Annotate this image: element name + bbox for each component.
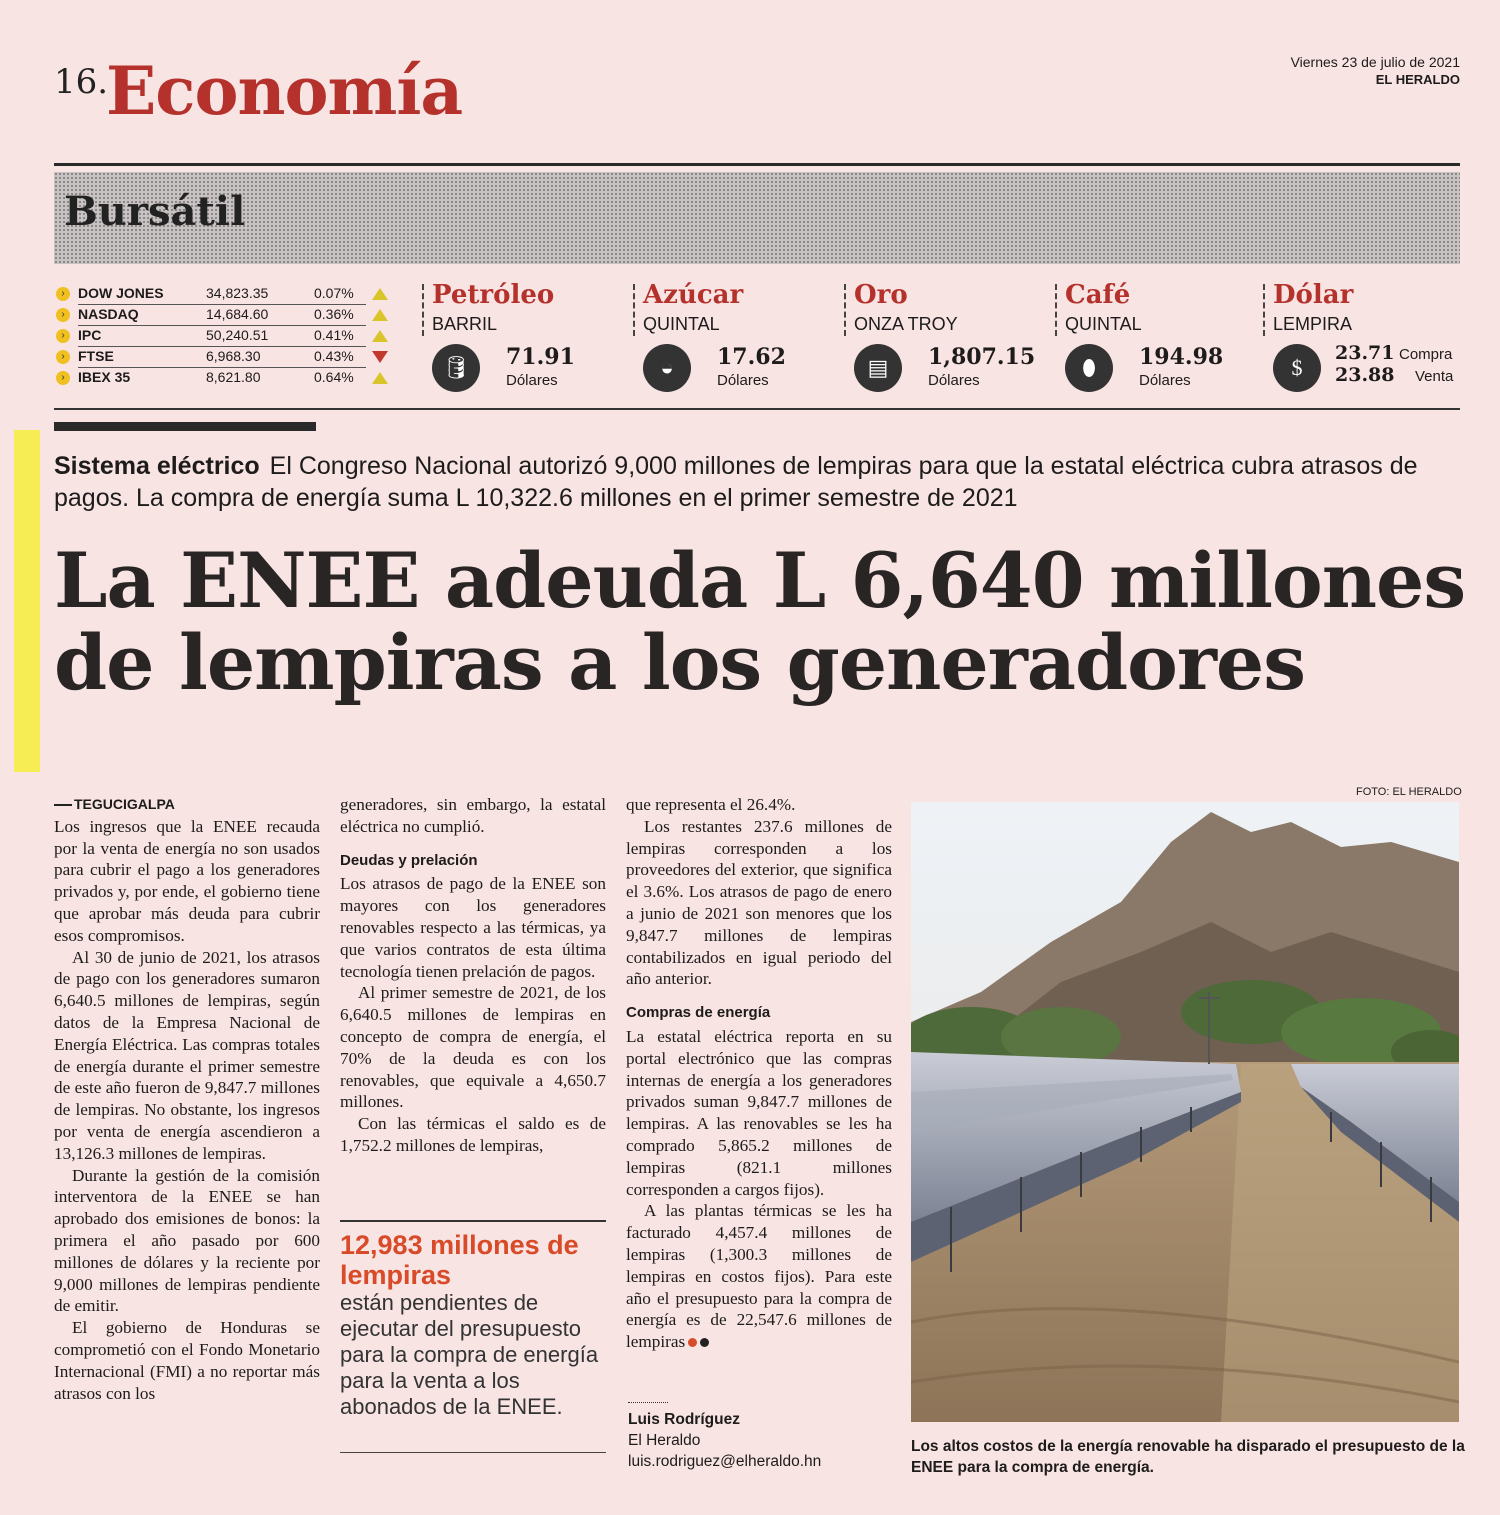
article-column-1: [54, 794, 320, 1404]
commodity-currency: Dólares: [928, 372, 980, 389]
gold-bars-icon: ▤: [854, 344, 902, 392]
index-name: FTSE: [78, 348, 114, 364]
index-value: 50,240.51: [206, 327, 269, 343]
index-value: 14,684.60: [206, 306, 269, 322]
paragraph: La estatal eléctrica reporta en su portal electrónico que las compras internas de energía a los generadores privados suman 9,847.7 millones de lempiras. A las renovables se les ha comprado 5,865.2 millones de lempiras (821.1 millones corresponden a cargos fijos).: [626, 1026, 892, 1199]
kicker-text: El Congreso Nacional autorizó 9,000 millones de lempiras para que la estatal eléctrica cubra atrasos de pagos. La compra de energía suma L 10,322.6 millones en el primer semestre de 2021: [54, 452, 1418, 512]
kicker: [54, 450, 1464, 514]
solar-farm-photo: [911, 802, 1459, 1422]
paragraph: El gobierno de Honduras se comprometió con el Fondo Monetario Internacional (FMI) a no reportar más atrasos con los: [54, 1318, 320, 1403]
paragraph: Al primer semestre de 2021, de los 6,640.5 millones de lempiras en concepto de compra de energía, el 70% de la deuda es con los renovables, que equivale a 4,650.7 millones.: [340, 983, 606, 1112]
triangle-up-icon: [372, 288, 388, 300]
paragraph-text: A las plantas térmicas se les ha facturado 4,457.4 millones de lempiras (1,300.3 millones de lempiras en costos fijos). Para este año el presupuesto para la compra de energía es de 22,547.6 millones de lempiras: [626, 1201, 892, 1352]
paragraph: que representa el 26.4%.: [626, 795, 796, 814]
highlighter-mark: [14, 430, 40, 772]
callout-text: están pendientes de ejecutar del presupuesto para la compra de energía para la venta a los abonados de la ENEE.: [340, 1290, 599, 1419]
index-change: 0.07%: [314, 285, 354, 301]
commodity-value: 194.98: [1139, 344, 1224, 370]
index-row: [56, 347, 396, 368]
commodity-value: 17.62: [717, 344, 786, 370]
index-change: 0.41%: [314, 327, 354, 343]
paragraph: generadores, sin embargo, la estatal eléctrica no cumplió.: [340, 795, 606, 836]
commodity-cafe: [1065, 280, 1265, 400]
bursatil-label: Bursátil: [64, 188, 246, 235]
newspaper-name: EL HERALDO: [1375, 72, 1460, 87]
author-outlet: El Heraldo: [628, 1432, 701, 1449]
oil-can-icon: 🛢: [432, 344, 480, 392]
index-value: 34,823.35: [206, 285, 269, 301]
commodity-oro: [854, 280, 1054, 400]
commodity-azucar: [643, 280, 843, 400]
index-row: [56, 305, 396, 326]
commodity-name: Café: [1065, 280, 1131, 310]
index-name: IPC: [78, 327, 102, 343]
commodity-unit: ONZA TROY: [854, 314, 958, 334]
commodity-currency: Dólares: [717, 372, 769, 389]
paragraph: Los ingresos que la ENEE recauda por la venta de energía no son usados para cubrir el pago a los generadores privados y, por ende, el gobierno tiene que aprobar más deuda para cubrir esos compromisos.: [54, 816, 320, 945]
commodity-name: Oro: [854, 280, 908, 310]
triangle-up-icon: [372, 309, 388, 321]
dolar-sell-label: Venta: [1415, 368, 1454, 385]
dolar-buy-label: Compra: [1399, 346, 1453, 363]
commodity-name: Dólar: [1273, 280, 1354, 310]
commodity-unit: LEMPIRA: [1273, 314, 1353, 334]
commodity-unit: QUINTAL: [643, 314, 720, 334]
paragraph: [626, 1200, 892, 1353]
end-mark-icon: [688, 1338, 697, 1347]
commodity-petroleo: [432, 280, 632, 400]
chevron-right-icon: ›: [56, 371, 70, 385]
dolar-sell-value: 23.88: [1335, 364, 1395, 386]
index-value: 6,968.30: [206, 348, 261, 364]
kicker-rule: [54, 422, 316, 431]
paragraph: Los restantes 237.6 millones de lempiras corresponden a los proveedores del exterior, que significa el 3.6%. Los atrasos de pago de enero a junio de 2021 son menores que los 9,847.7 millones de lempiras contabilizados en igual periodo del año anterior.: [626, 816, 892, 989]
bursatil-band: [54, 172, 1460, 264]
commodity-currency: Dólares: [506, 372, 558, 389]
chevron-right-icon: ›: [56, 308, 70, 322]
chevron-right-icon: ›: [56, 350, 70, 364]
index-name: DOW JONES: [78, 285, 164, 301]
index-name: IBEX 35: [78, 369, 131, 385]
index-row: [56, 326, 396, 347]
sugar-sack-icon: ◒: [643, 344, 691, 392]
paragraph: Al 30 de junio de 2021, los atrasos de pago con los generadores sumaron 6,640.5 millones de lempiras, según datos de la Empresa Nacional de Energía Eléctrica. Las compras totales de energía durante el primer semestre de este año fueron de 9,847.7 millones de lempiras. No obstante, los ingresos por venta de energía ascendieron a 13,126.3 millones de lempiras.: [54, 947, 320, 1163]
author-name: Luis Rodríguez: [628, 1411, 740, 1428]
index-row: [56, 284, 396, 305]
index-change: 0.64%: [314, 369, 354, 385]
index-value: 8,621.80: [206, 369, 261, 385]
commodity-name: Azúcar: [643, 280, 744, 310]
issue-date: Viernes 23 de julio de 2021: [1290, 54, 1460, 70]
commodity-value: 1,807.15: [928, 344, 1036, 370]
dolar-buy-value: 23.71: [1335, 342, 1395, 364]
paragraph: Los atrasos de pago de la ENEE son mayores con los generadores renovables respecto a las térmicas, ya que varios contratos de esta última tecnología tienen prelación de pagos.: [340, 874, 606, 981]
callout-rule: [340, 1452, 606, 1453]
author-email[interactable]: luis.rodriguez@elheraldo.hn: [628, 1453, 822, 1470]
chevron-right-icon: ›: [56, 329, 70, 343]
commodity-value: 71.91: [506, 344, 575, 370]
commodity-unit: BARRIL: [432, 314, 498, 334]
end-mark-icon: [700, 1338, 709, 1347]
triangle-down-icon: [372, 351, 388, 363]
money-bag-icon: $: [1273, 344, 1321, 392]
paragraph: Durante la gestión de la comisión interventora de la ENEE se han aprobado dos emisiones de bonos: la primera el año pasado por 600 millones de dólares y la reciente por 9,000 millones de lempiras pendiente de emitir.: [54, 1165, 320, 1316]
callout-figure: 12,983 millones de lempiras: [340, 1230, 579, 1290]
headline: La ENEE adeuda L 6,640 millones de lempiras a los generadores: [54, 536, 1466, 707]
index-name: NASDAQ: [78, 306, 139, 322]
commodity-unit: QUINTAL: [1065, 314, 1142, 334]
coffee-beans-icon: ⬮: [1065, 344, 1113, 392]
callout: [340, 1220, 606, 1420]
section-title: Economía: [106, 52, 463, 130]
index-change: 0.36%: [314, 306, 354, 322]
photo-caption: Los altos costos de la energía renovable ha disparado el presupuesto de la ENEE para la compra de energía.: [911, 1438, 1465, 1476]
paragraph: Con las térmicas el saldo es de 1,752.2 millones de lempiras,: [340, 1114, 606, 1155]
triangle-up-icon: [372, 372, 388, 384]
article-column-2: [340, 794, 606, 1157]
article-column-3: [626, 794, 892, 1353]
index-change: 0.43%: [314, 348, 354, 364]
commodity-name: Petróleo: [432, 280, 555, 310]
kicker-label: Sistema eléctrico: [54, 452, 260, 480]
index-row: [56, 368, 396, 389]
chevron-right-icon: ›: [56, 287, 70, 301]
dateline: TEGUCIGALPA: [54, 794, 320, 816]
byline: [628, 1402, 894, 1472]
commodity-currency: Dólares: [1139, 372, 1191, 389]
subheading: Compras de energía: [626, 1004, 771, 1022]
photo-credit: FOTO: EL HERALDO: [1356, 786, 1462, 798]
subheading: Deudas y prelación: [340, 851, 478, 869]
page-number: 16.: [54, 62, 109, 102]
commodity-dolar: [1273, 280, 1463, 400]
header-rule: [54, 163, 1460, 166]
triangle-up-icon: [372, 330, 388, 342]
